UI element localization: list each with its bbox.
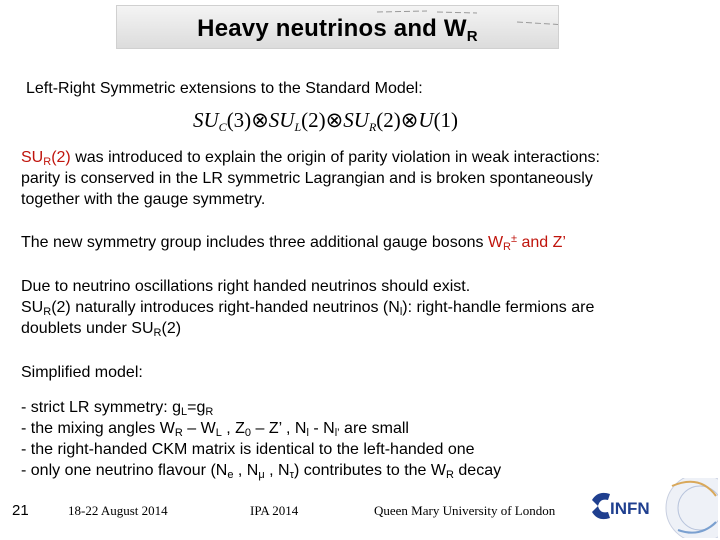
- page-number: 21: [12, 502, 29, 519]
- gauge-group-formula: $SU_C(3)\otimes SU_L(2)\otimes SU_R(2)\otimes U(1)$: [193, 108, 459, 134]
- footer-university: Queen Mary University of London: [374, 503, 556, 518]
- list-item: - only one neutrino flavour ($N_e$ , $N_\mu$ , $N_\tau$) contributes to the $W_R$ decay: [21, 462, 502, 481]
- slide-title: Heavy neutrinos and $W_R$: [197, 15, 478, 45]
- assumptions-list: [21, 397, 501, 481]
- list-item: - strict LR symmetry: $g_L=g_R$: [21, 399, 214, 418]
- wr-term: $W_R^\pm$: [487, 233, 518, 253]
- title-banner: [116, 5, 559, 49]
- list-item: - the mixing angles $W_R - W_L$ , $Z_0$ – Z’ , $N_l - N_{l’}$ are small: [21, 420, 409, 439]
- gauge-bosons-paragraph: The new symmetry group includes three additional gauge bosons $W_R^\pm$ and Z’: [21, 233, 566, 253]
- simplified-model-heading: Simplified model:: [21, 364, 143, 381]
- footer-date: 18-22 August 2014: [68, 503, 168, 518]
- infn-logo: [588, 478, 718, 538]
- sur-term: $SU_R(2)$: [21, 149, 71, 168]
- neutrino-paragraph: Due to neutrino oscillations right handed neutrinos should exist. $SU_R(2)$ naturally introduces right-handed neutrinos $(N_l)$: right-handle fermions are doublets under $SU_R(2)$: [21, 278, 595, 339]
- parity-paragraph: $SU_R(2)$ was introduced to explain the origin of parity violation in weak interactions: parity is conserved in the LR symmetric Lagrangian and is broken spontaneously together with the gauge symmetry.: [21, 149, 600, 208]
- svg-text:INFN: INFN: [610, 499, 650, 518]
- intro-text: Left-Right Symmetric extensions to the Standard Model:: [26, 80, 423, 97]
- footer-conference: IPA 2014: [250, 503, 299, 518]
- list-item: - the right-handed CKM matrix is identical to the left-handed one: [21, 441, 475, 458]
